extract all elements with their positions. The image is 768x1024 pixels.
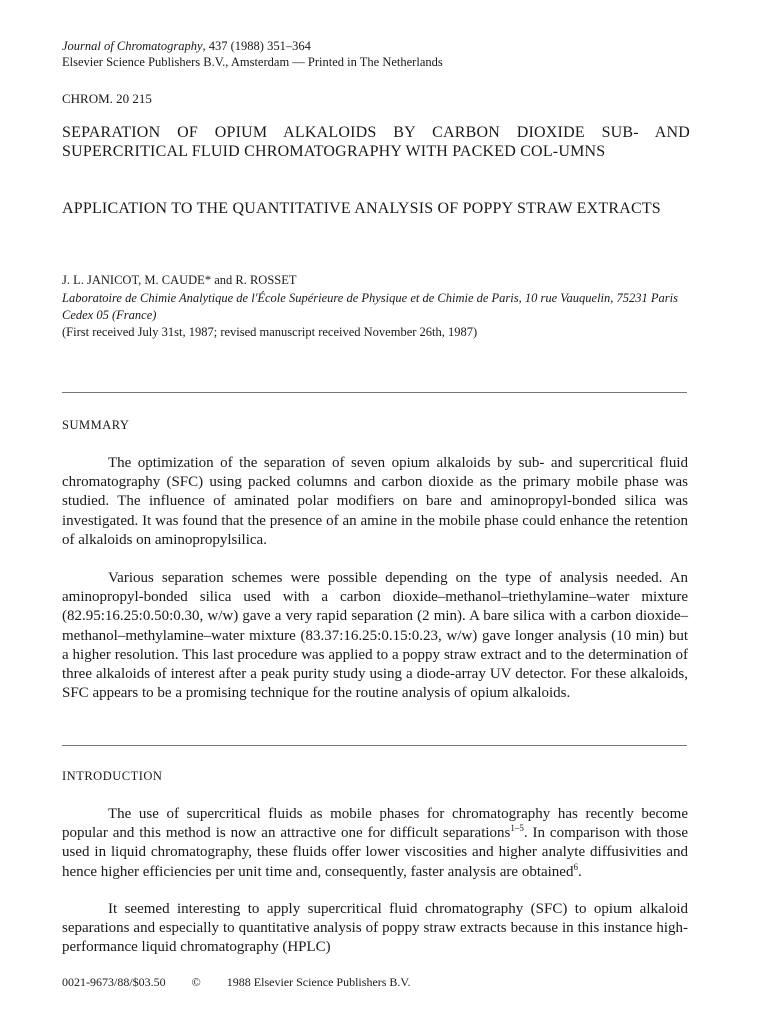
journal-citation xyxy=(62,38,443,54)
introduction-paragraph-2: It seemed interesting to apply supercritical fluid chromatography (SFC) to opium alkaloid separations and especially to quantitative analysis of poppy straw extracts because in this instance high-performance liquid chromatography (HPLC) xyxy=(62,901,688,956)
divider-bottom xyxy=(62,745,687,746)
publisher-line: Elsevier Science Publishers B.V., Amsterdam — Printed in The Netherlands xyxy=(62,55,443,69)
reference-1-5: 1–5 xyxy=(510,823,524,834)
summary-paragraph-2: Various separation schemes were possible depending on the type of analysis needed. An aminopropyl-bonded silica used with a carbon dioxide–methanol–triethylamine–water mixture (82.95:16.25:0.50:0.30, w/w) gave a very rapid separation (2 min). A bare silica with a carbon dioxide–methanol–methylamine–water mixture (83.37:16.25:0.15:0.23, w/w) gave longer analysis (10 min) but a higher resolution. This last procedure was applied to a poppy straw extract and to the determination of three alkaloids of interest after a peak purity study using a diode-array UV detector. For these alkaloids, SFC appears to be a promising technique for the routine analysis of opium alkaloids. xyxy=(62,570,688,702)
citation-volume: , 437 (1988) 351–364 xyxy=(202,39,311,53)
page-footer xyxy=(62,975,411,990)
reference-6: 6 xyxy=(573,861,578,872)
copyright-symbol: © xyxy=(191,975,201,989)
affiliation: Laboratoire de Chimie Analytique de l'École Supérieure de Physique et de Chimie de Paris, 10 rue Vauquelin, 75231 Paris Cedex 05 (France) xyxy=(62,291,678,322)
introduction-paragraph-1 xyxy=(62,805,688,882)
copyright-text: 1988 Elsevier Science Publishers B.V. xyxy=(226,975,411,989)
paper-title: SEPARATION OF OPIUM ALKALOIDS BY CARBON DIOXIDE SUB- AND SUPERCRITICAL FLUID CHROMATOGRAPHY WITH PACKED COL-UMNS xyxy=(62,124,690,160)
divider-top xyxy=(62,392,687,393)
journal-header xyxy=(62,38,443,70)
intro-text-a: The use of supercritical fluids as mobile phases for chromatography has recently become popular and this method is now an attractive one for difficult separations xyxy=(62,806,688,842)
intro-text-b: . In comparison with those used in liquid chromatography, these fluids offer lower viscosities and higher analyte diffusivities and hence higher efficiencies per unit time and, consequently, faster analysis are obtained xyxy=(62,825,689,880)
chrom-id: CHROM. 20 215 xyxy=(62,91,152,106)
issn-price-code: 0021-9673/88/$03.50 xyxy=(62,975,166,989)
intro-text-c: . xyxy=(577,863,582,880)
introduction-heading: INTRODUCTION xyxy=(62,769,163,783)
summary-paragraph-1: The optimization of the separation of seven opium alkaloids by sub- and supercritical fluid chromatography (SFC) using packed columns and carbon dioxide as the primary mobile phase was studied. The influence of aminated polar modifiers on bare and aminopropyl-bonded silica was investigated. It was found that the presence of an amine in the mobile phase could enhance the retention of alkaloids on aminopropylsilica. xyxy=(62,455,688,548)
journal-name: Journal of Chromatography xyxy=(62,39,203,53)
authors: J. L. JANICOT, M. CAUDE* and R. ROSSET xyxy=(62,273,297,287)
summary-heading: SUMMARY xyxy=(62,418,130,432)
paper-subtitle: APPLICATION TO THE QUANTITATIVE ANALYSIS OF POPPY STRAW EXTRACTS xyxy=(62,200,661,217)
received-dates: (First received July 31st, 1987; revised manuscript received November 26th, 1987) xyxy=(62,325,478,339)
